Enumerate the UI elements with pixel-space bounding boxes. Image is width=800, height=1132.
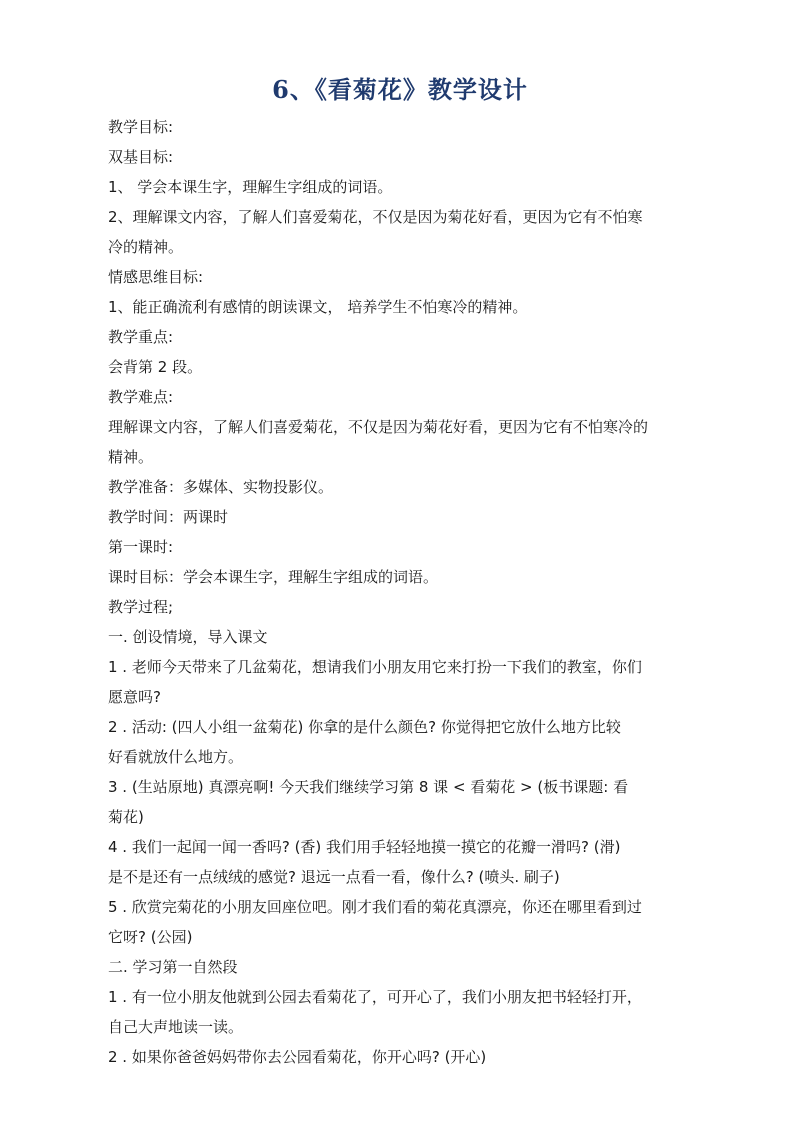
subsection-heading: 一. 创设情境，导入课文 (108, 628, 268, 646)
paragraph-line: 教学时间：两课时 (108, 508, 229, 526)
paragraph-line: 精神。 (108, 448, 154, 466)
list-item: 2 . 如果你爸爸妈妈带你去公园看菊花，你开心吗? (开心) (108, 1048, 487, 1066)
section-heading-difficulties: 教学难点: (108, 388, 174, 406)
list-item-continuation: 好看就放什么地方。 (108, 748, 244, 766)
list-item-continuation: 是不是还有一点绒绒的感觉? 退远一点看一看，像什么? (喷头. 刷子) (108, 868, 560, 886)
list-item: 3 . (生站原地) 真漂亮啊! 今天我们继续学习第 8 课 < 看菊花 > (板书课题: 看 (108, 778, 629, 796)
list-item: 1 . 老师今天带来了几盆菊花，想请我们小朋友用它来打扮一下我们的教室，你们 (108, 658, 642, 676)
section-heading-emotion-goals: 情感思维目标: (108, 268, 204, 286)
list-item: 4 . 我们一起闻一闻一香吗? (香) 我们用手轻轻地摸一摸它的花瓣一滑吗? (滑) (108, 838, 621, 856)
section-heading-first-lesson: 第一课时: (108, 538, 174, 556)
list-item-continuation: 它呀? (公园) (108, 928, 193, 946)
list-item-continuation: 自己大声地读一读。 (108, 1018, 244, 1036)
section-heading-key-points: 教学重点: (108, 328, 174, 346)
section-heading-teaching-goals: 教学目标: (108, 118, 174, 136)
paragraph-line: 2、理解课文内容，了解人们喜爱菊花，不仅是因为菊花好看，更因为它有不怕寒 (108, 208, 643, 226)
section-heading-process: 教学过程; (108, 598, 174, 616)
subsection-heading: 二. 学习第一自然段 (108, 958, 238, 976)
list-item-continuation: 愿意吗? (108, 688, 161, 706)
document-title: 6、《看菊花》教学设计 (272, 75, 528, 104)
section-heading-dual-goals: 双基目标: (108, 148, 174, 166)
paragraph-line: 课时目标：学会本课生字，理解生字组成的词语。 (108, 568, 439, 586)
list-item: 5 . 欣赏完菊花的小朋友回座位吧。刚才我们看的菊花真漂亮，你还在哪里看到过 (108, 898, 642, 916)
paragraph-line: 会背第 2 段。 (108, 358, 203, 376)
list-item: 2 . 活动: (四人小组一盆菊花) 你拿的是什么颜色? 你觉得把它放什么地方比较 (108, 718, 621, 736)
list-item-continuation: 菊花) (108, 808, 144, 826)
paragraph-line: 教学准备：多媒体、实物投影仪。 (108, 478, 334, 496)
paragraph-line: 理解课文内容，了解人们喜爱菊花，不仅是因为菊花好看，更因为它有不怕寒冷的 (108, 418, 649, 436)
paragraph-line: 1、 学会本课生字，理解生字组成的词语。 (108, 178, 393, 196)
list-item: 1 . 有一位小朋友他就到公园去看菊花了，可开心了，我们小朋友把书轻轻打开， (108, 988, 642, 1006)
paragraph-line: 冷的精神。 (108, 238, 184, 256)
document-body (108, 112, 698, 1072)
paragraph-line: 1、能正确流利有感情的朗读课文， 培养学生不怕寒冷的精神。 (108, 298, 528, 316)
